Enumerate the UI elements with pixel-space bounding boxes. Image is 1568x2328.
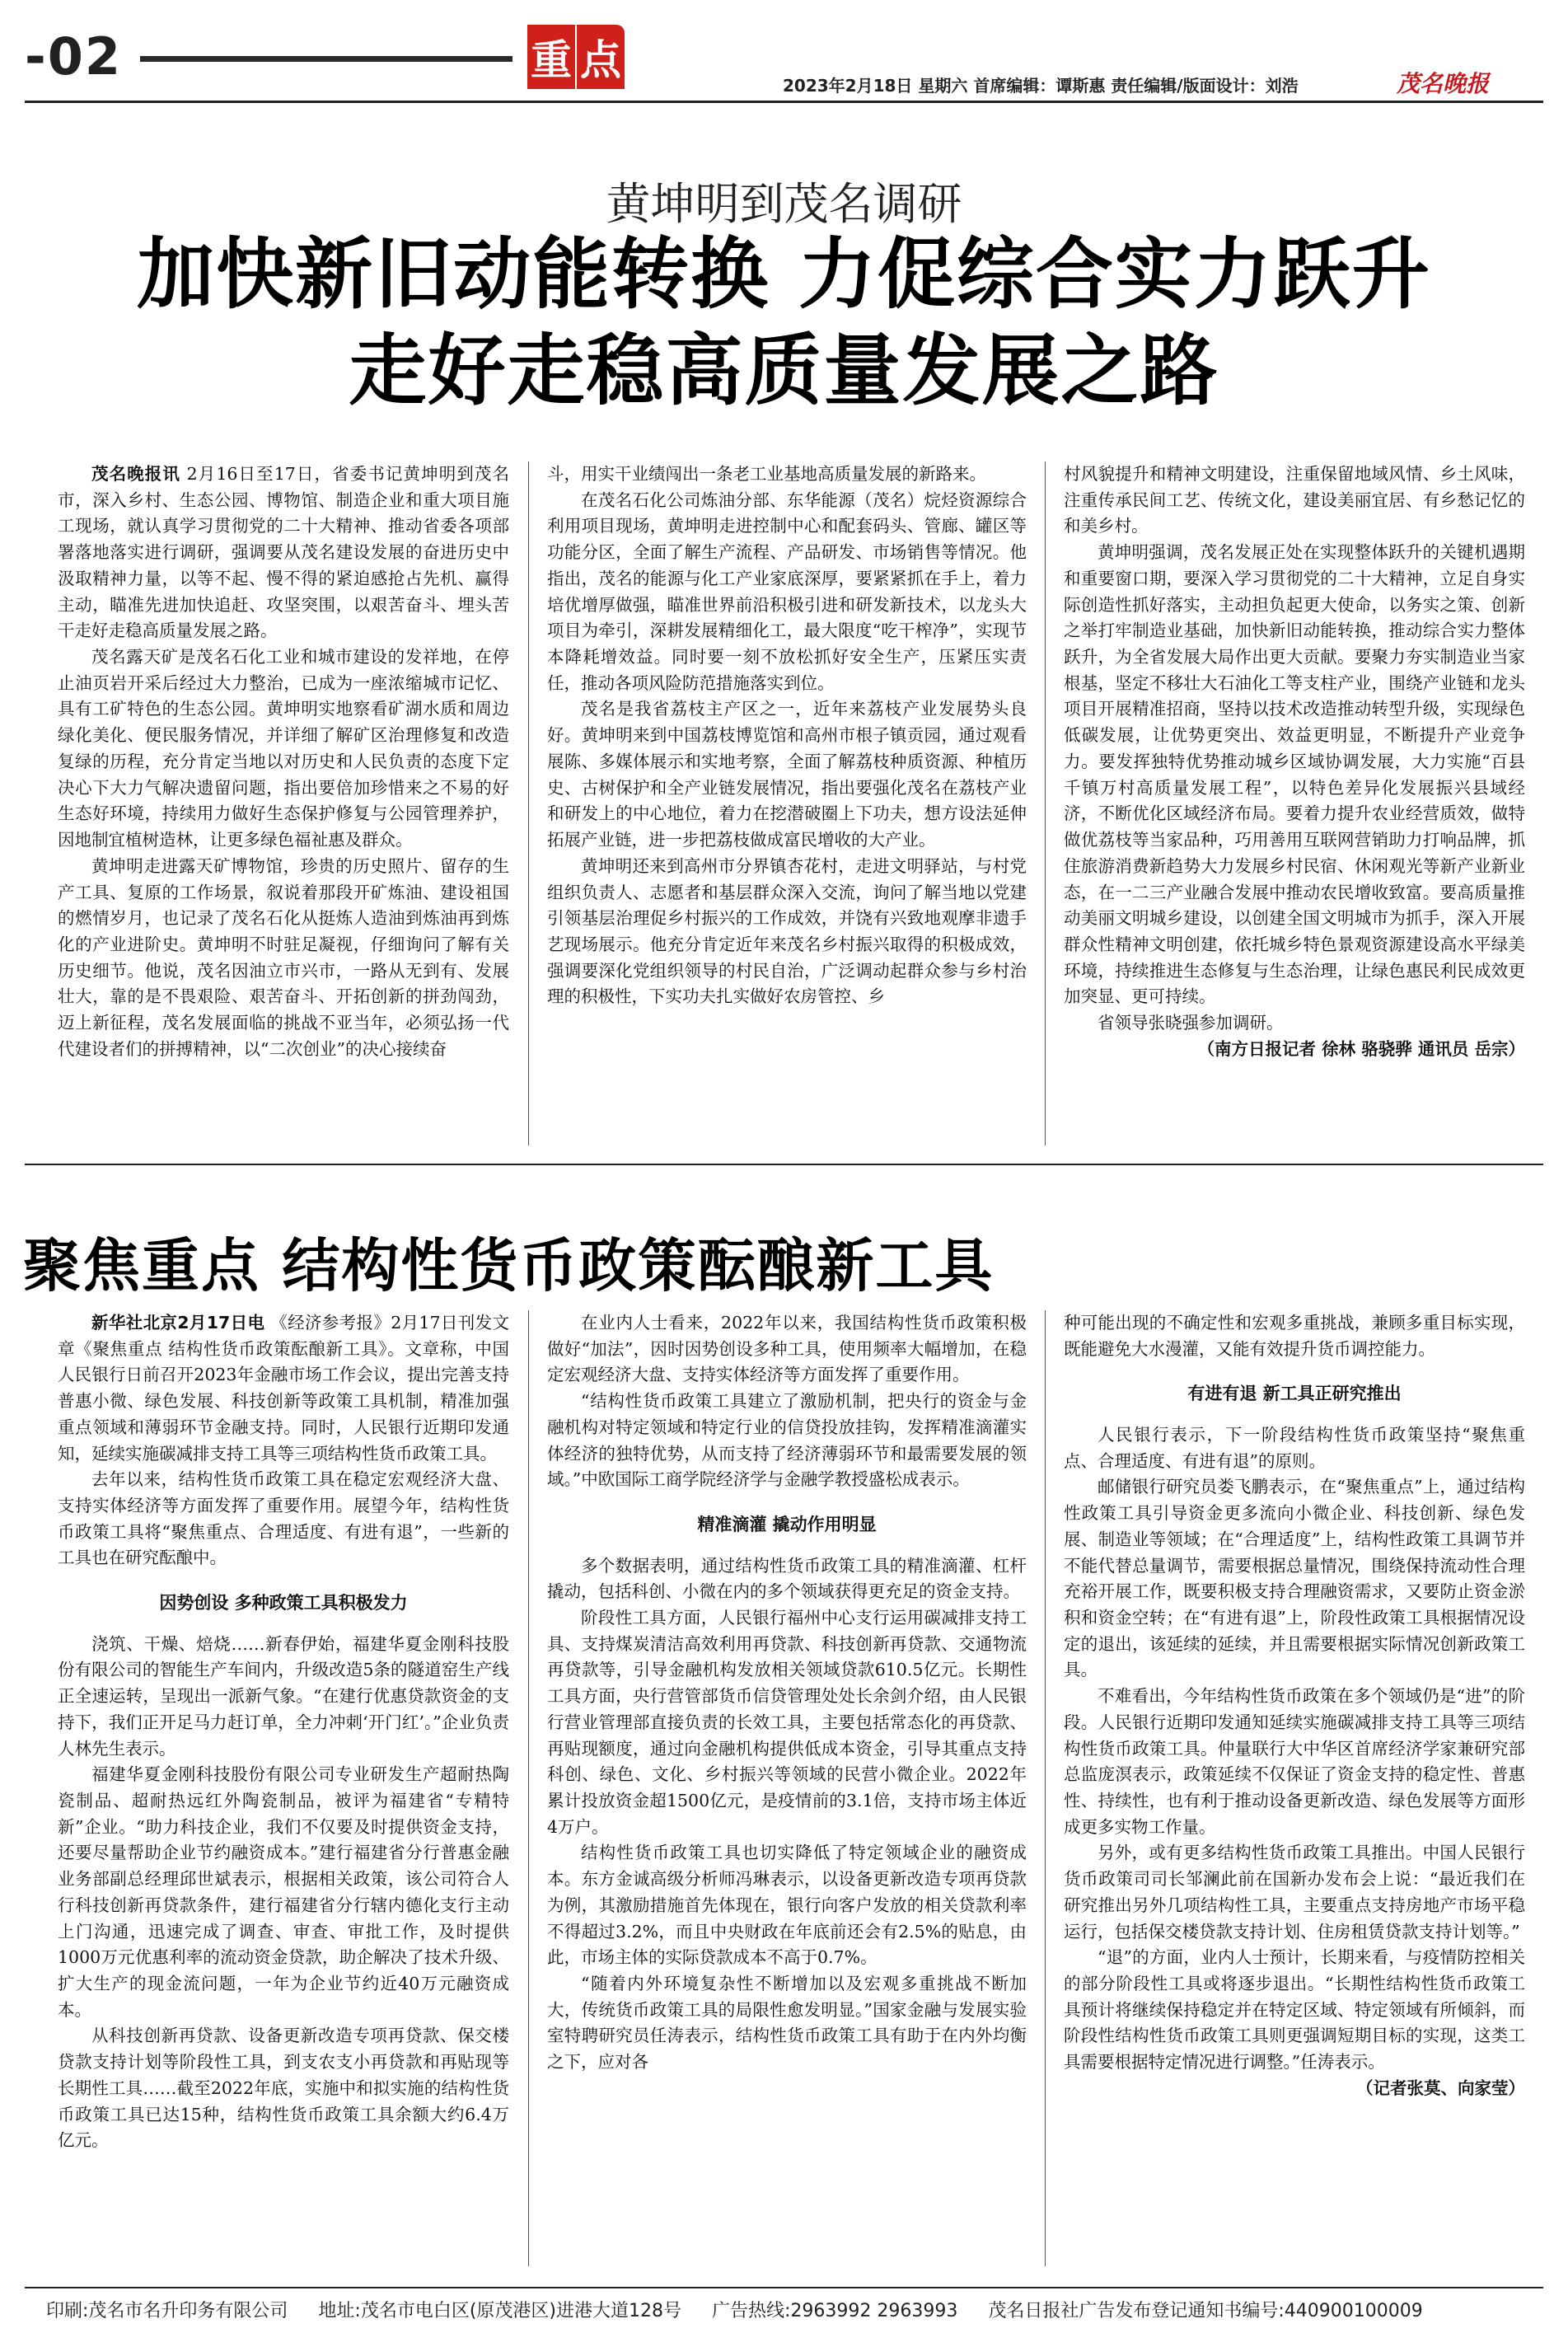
article2-col3-para: 种可能出现的不确定性和宏观多重挑战，兼顾多重目标实现，既能避免大水漫灌，又能有效提升货币调控能力。 — [1064, 1313, 1525, 1359]
article1-byline: （南方日报记者 徐林 骆骁骅 通讯员 岳宗） — [1197, 1038, 1525, 1059]
article1-column-3 — [1064, 461, 1525, 1145]
article-separator — [25, 1164, 1543, 1165]
section-badge — [527, 29, 626, 85]
article1-kicker: 黄坤明到茂名调研 — [606, 178, 962, 230]
article2-col1-para: 福建华夏金刚科技股份有限公司专业研发生产超耐热陶瓷制品、超耐热远红外陶瓷制品，被评为福建省“专精特新”企业。“助力科技企业，我们不仅要及时提供资金支持，还要尽量帮助企业节约融资成本。”建行福建省分行普惠金融业务部副总经理邱世斌表示，根据相关政策，该公司符合人行科技创新再贷款条件，建行福建省分行辖内德化支行主动上门沟通，迅速完成了调查、审查、审批工作，及时提供1000万元优惠利率的流动资金贷款，助企解决了技术升级、扩大生产的现金流问题，一年为企业节约近40万元融资成本。 — [58, 1764, 509, 2020]
masthead-logo: 茂名晚报 — [1397, 70, 1490, 97]
article2-col1-para: 从科技创新再贷款、设备更新改造专项再贷款、保交楼贷款支持计划等阶段性工具，到支农支小再贷款和再贴现等长期性工具……截至2022年底，实施中和拟实施的结构性货币政策工具已达15种，结构性货币政策工具余额大约6.4万亿元。 — [58, 2026, 509, 2151]
article1-col1-para: 茂名晚报讯 2月16日至17日，省委书记黄坤明到茂名市，深入乡村、生态公园、博物馆、制造企业和重大项目施工现场，就认真学习贯彻党的二十大精神、推动省委各项部署落地落实进行调研，强调要从茂名建设发展的奋进历史中汲取精神力量，以等不起、慢不得的紧迫感抢占先机、赢得主动，瞄准先进加快追赶、攻坚突围，以艰苦奋斗、埋头苦干走好走稳高质量发展之路。 — [58, 464, 509, 641]
article2-col2-para: 多个数据表明，通过结构性货币政策工具的精准滴灌、杠杆撬动，包括科创、小微在内的多个领域获得更充足的资金支持。 — [547, 1555, 1027, 1602]
article2-col2-para: “随着内外环境复杂性不断增加以及宏观多重挑战不断加大，传统货币政策工具的局限性愈发明显。”国家金融与发展实验室特聘研究员任涛表示，结构性货币政策工具有助于在内外均衡之下，应对各 — [547, 1974, 1027, 2073]
article2-lead: 新华社北京2月17日电 — [91, 1313, 265, 1333]
footer-license: 茂名日报社广告发布登记通知书编号:440900100009 — [988, 2301, 1423, 2321]
article2-col3-para: 另外，或有更多结构性货币政策工具推出。中国人民银行货币政策司司长邹澜此前在国新办发布会上说：“最近我们在研究推出另外几项结构性工具，主要重点支持房地产市场平稳运行，包括保交楼贷款支持计划、住房租赁贷款支持计划等。” — [1064, 1843, 1525, 1942]
article2-title: 聚焦重点 结构性货币政策酝酿新工具 — [23, 1232, 995, 1300]
column-divider — [1045, 461, 1046, 1145]
column-divider — [528, 461, 529, 1145]
article2-col2-para: “结构性货币政策工具建立了激励机制，把央行的资金与金融机构对特定领域和特定行业的信贷投放挂钩，发挥精准滴灌实体经济的独特优势，从而支持了经济薄弱环节和最需要发展的领域。”中欧国际工商学院经济学与金融学教授盛松成表示。 — [547, 1391, 1027, 1490]
article2-column-1 — [58, 1310, 509, 2266]
article1-lead: 茂名晚报讯 — [91, 464, 180, 484]
article2-col1-para: 新华社北京2月17日电 《经济参考报》2月17日刊发文章《聚焦重点 结构性货币政策酝酿新工具》。文章称，中国人民银行日前召开2023年金融市场工作会议，提出完善支持普惠小微、绿色发展、科技创新等政策工具机制，精准加强重点领域和薄弱环节金融支持。同时，人民银行近期印发通知，延续实施碳减排支持工具等三项结构性货币政策工具。 — [58, 1313, 509, 1464]
footer-rule — [25, 2287, 1543, 2288]
article2-col1-para: 去年以来，结构性货币政策工具在稳定宏观经济大盘、支持实体经济等方面发挥了重要作用。展望今年，结构性货币政策工具将“聚焦重点、合理适度、有进有退”，一些新的工具也在研究酝酿中。 — [58, 1469, 509, 1568]
section-char-1: 重 — [527, 25, 575, 89]
article1-col3-para: 黄坤明强调，茂名发展正处在实现整体跃升的关键机遇期和重要窗口期，要深入学习贯彻党的二十大精神，立足自身实际创造性抓好落实，主动担负起更大使命，以务实之策、创新之举打牢制造业基础，加快新旧动能转换，推动综合实力整体跃升，为全省发展大局作出更大贡献。要聚力夯实制造业当家根基，坚定不移壮大石油化工等支柱产业，围绕产业链和龙头项目开展精准招商，坚持以技术改造推动转型升级，实现绿色低碳发展，让优势更突出、效益更明显，不断提升产业竞争力。要发挥独特优势推动城乡区域协调发展，大力实施“百县千镇万村高质量发展工程”，以特色差异化发展振兴县域经济，不断优化区域经济布局。要着力提升农业经营质效，做特做优荔枝等当家品种，巧用善用互联网营销助力打响品牌，抓住旅游消费新趋势大力发展乡村民宿、休闲观光等新产业新业态，在一二三产业融合发展中推动农民增收致富。要高质量推动美丽文明城乡建设，以创建全国文明城市为抓手，深入开展群众性精神文明创建，依托城乡特色景观资源建设高水平绿美环境，持续推进生态修复与生态治理，让绿色惠民利民成效更加突显、更可持续。 — [1064, 542, 1525, 1007]
article2-col2-para: 阶段性工具方面，人民银行福州中心支行运用碳减排支持工具、支持煤炭清洁高效利用再贷款、科技创新再贷款、交通物流再贷款等，引导金融机构发放相关领域贷款610.5亿元。长期性工具方面，央行营管部货币信贷管理处处长余剑介绍，由人民银行营业管理部直接负责的长效工具，主要包括常态化的再贷款、再贴现额度，通过向金融机构提供低成本资金，引导其重点支持科创、绿色、文化、乡村振兴等领域的民营小微企业。2022年累计投放资金超1500亿元，是疫情前的3.1倍，支持市场主体近4万户。 — [547, 1607, 1027, 1837]
page-number: -02 — [25, 26, 123, 87]
footer — [46, 2297, 1448, 2322]
article1-column-2 — [547, 461, 1027, 1145]
column-divider — [528, 1310, 529, 2266]
article1-col1-para: 茂名露天矿是茂名石化工业和城市建设的发祥地，在停止油页岩开采后经过大力整治，已成为一座浓缩城市记忆、具有工矿特色的生态公园。黄坤明实地察看矿湖水质和周边绿化美化、便民服务情况，并详细了解矿区治理修复和改造复绿的历程，充分肯定当地以对历史和人民负责的态度下定决心下大力气解决遗留问题，指出要倍加珍惜来之不易的好生态好环境，持续用力做好生态保护修复与公园管理养护，因地制宜植树造林，让更多绿色福祉惠及群众。 — [58, 647, 509, 850]
footer-printer: 印刷:茂名市名升印务有限公司 — [46, 2301, 288, 2321]
article2-col3-para: “退”的方面，业内人士预计，长期来看，与疫情防控相关的部分阶段性工具或将逐步退出。“长期性结构性货币政策工具预计将继续保持稳定并在特定区域、特定领域有所倾斜，而阶段性结构性货币政策工具则更强调短期目标的实现，这类工具需要根据特定情况进行调整。”任涛表示。 — [1064, 1947, 1525, 2073]
header-rule-short — [140, 56, 513, 62]
article2-column-2 — [547, 1310, 1027, 2266]
footer-address: 地址:茂名市电白区(原茂港区)进港大道128号 — [318, 2301, 681, 2321]
column-divider — [1045, 1310, 1046, 2266]
section-char-2: 点 — [577, 25, 625, 89]
article2-col3-para: 人民银行表示，下一阶段结构性货币政策坚持“聚焦重点、合理适度、有进有退”的原则。 — [1064, 1424, 1525, 1471]
article2-col2-para: 在业内人士看来，2022年以来，我国结构性货币政策积极做好“加法”，因时因势创设多种工具，使用频率大幅增加，在稳定宏观经济大盘、支持实体经济等方面发挥了重要作用。 — [547, 1313, 1027, 1385]
article1-col3-para: 村风貌提升和精神文明建设，注重保留地域风情、乡土风味，注重传承民间工艺、传统文化，建设美丽宜居、有乡愁记忆的和美乡村。 — [1064, 464, 1525, 536]
article2-byline: （记者张莫、向家莹） — [1356, 2077, 1525, 2098]
article2-col3-para: 不难看出，今年结构性货币政策在多个领域仍是“进”的阶段。人民银行近期印发通知延续实施碳减排支持工具等三项结构性货币政策工具。仲量联行大中华区首席经济学家兼研究部总监庞溟表示，政策延续不仅保证了资金支持的稳定性、普惠性、持续性，也有利于推动设备更新改造、绿色发展等方面形成更多实物工作量。 — [1064, 1686, 1525, 1837]
article1-title-line1: 加快新旧动能转换 力促综合实力跃升 — [137, 230, 1431, 320]
article1-col1-para: 黄坤明走进露天矿博物馆，珍贵的历史照片、留存的生产工具、复原的工作场景，叙说着那段开矿炼油、建设祖国的燃情岁月，也记录了茂名石化从挺炼人造油到炼油再到炼化的产业进阶史。黄坤明不时驻足凝视，仔细询问了解有关历史细节。他说，茂名因油立市兴市，一路从无到有、发展壮大，靠的是不畏艰险、艰苦奋斗、开拓创新的拼劲闯劲，迈上新征程，茂名发展面临的挑战不亚当年，必须弘扬一代代建设者们的拼搏精神，以“二次创业”的决心接续奋 — [58, 855, 509, 1059]
article2-col3-para: 邮储银行研究员娄飞鹏表示，在“聚焦重点”上，通过结构性政策工具引导资金更多流向小微企业、科技创新、绿色发展、制造业等领域；在“合理适度”上，结构性政策工具调节并不能代替总量调节，需要根据总量情况，围绕保持流动性合理充裕开展工作，既要积极支持合理融资需求，又要防止资金淤积和资金空转；在“有进有退”上，阶段性政策工具根据情况设定的退出，该延续的延续，并且需要根据实际情况创新政策工具。 — [1064, 1477, 1525, 1680]
article1-column-1 — [58, 461, 509, 1145]
header-info: 2023年2月18日 星期六 首席编辑：谭斯惠 责任编辑/版面设计：刘浩 — [783, 76, 1299, 96]
footer-ad-hotline: 广告热线:2963992 2963993 — [712, 2301, 958, 2321]
article1-title-line2: 走好走稳高质量发展之路 — [349, 326, 1219, 416]
article2-col2-para: 结构性货币政策工具也切实降低了特定领域企业的融资成本。东方金诚高级分析师冯琳表示，以设备更新改造专项再贷款为例，其激励措施首先体现在，银行向客户发放的相关贷款利率不得超过3.2%，而且中央财政在年底前还会有2.5%的贴息，由此，市场主体的实际贷款成本不高于0.7%。 — [547, 1843, 1027, 1968]
article1-col3-para: 省领导张晓强参加调研。 — [1098, 1013, 1284, 1033]
article2-column-3 — [1064, 1310, 1525, 2266]
article1-col2-para: 斗，用实干业绩闯出一条老工业基地高质量发展的新路来。 — [547, 464, 986, 484]
article1-col2-para: 茂名是我省荔枝主产区之一，近年来荔枝产业发展势头良好。黄坤明来到中国荔枝博览馆和高州市根子镇贡园，通过观看展陈、多媒体展示和实地考察，全面了解荔枝种质资源、种植历史、古树保护和全产业链发展情况，指出要强化茂名在荔枝产业和研发上的中心地位，着力在挖潜破圈上下功夫，想方设法延伸拓展产业链，进一步把荔枝做成富民增收的大产业。 — [547, 699, 1027, 850]
article1-col2-para: 在茂名石化公司炼油分部、东华能源（茂名）烷烃资源综合利用项目现场，黄坤明走进控制中心和配套码头、管廊、罐区等功能分区，全面了解生产流程、产品研发、市场销售等情况。他指出，茂名的能源与化工产业家底深厚，要紧紧抓在手上，着力培优增厚做强，瞄准世界前沿积极引进和研发新技术，以龙头大项目为牵引，深耕发展精细化工，最大限度“吃干榨净”，实现节本降耗增效益。同时要一刻不放松抓好安全生产，压紧压实责任，推动各项风险防范措施落实到位。 — [547, 489, 1027, 693]
header-rule — [25, 101, 1543, 103]
page-number-value: 02 — [47, 26, 123, 87]
article2-col1-para: 浇筑、干燥、焙烧……新春伊始，福建华夏金刚科技股份有限公司的智能生产车间内，升级改造5条的隧道窑生产线正全速运转，呈现出一派新气象。“在建行优惠贷款资金的支持下，我们正开足马力赶订单，全力冲刺‘开门红’。”企业负责人林先生表示。 — [58, 1633, 509, 1759]
article1-col2-para: 黄坤明还来到高州市分界镇杏花村，走进文明驿站，与村党组织负责人、志愿者和基层群众深入交流，询问了解当地以党建引领基层治理促乡村振兴的工作成效，并饶有兴致地观摩非遗手艺现场展示。他充分肯定近年来茂名乡村振兴取得的积极成效，强调要深化党组织领导的村民自治，广泛调动起群众参与乡村治理的积极性，下实功夫扎实做好农房管控、乡 — [547, 855, 1027, 1007]
article2-subhead-3: 有进有退 新工具正研究推出 — [1187, 1384, 1402, 1404]
article2-subhead-2: 精准滴灌 撬动作用明显 — [697, 1515, 877, 1535]
article2-subhead-1: 因势创设 多种政策工具积极发力 — [159, 1593, 408, 1614]
